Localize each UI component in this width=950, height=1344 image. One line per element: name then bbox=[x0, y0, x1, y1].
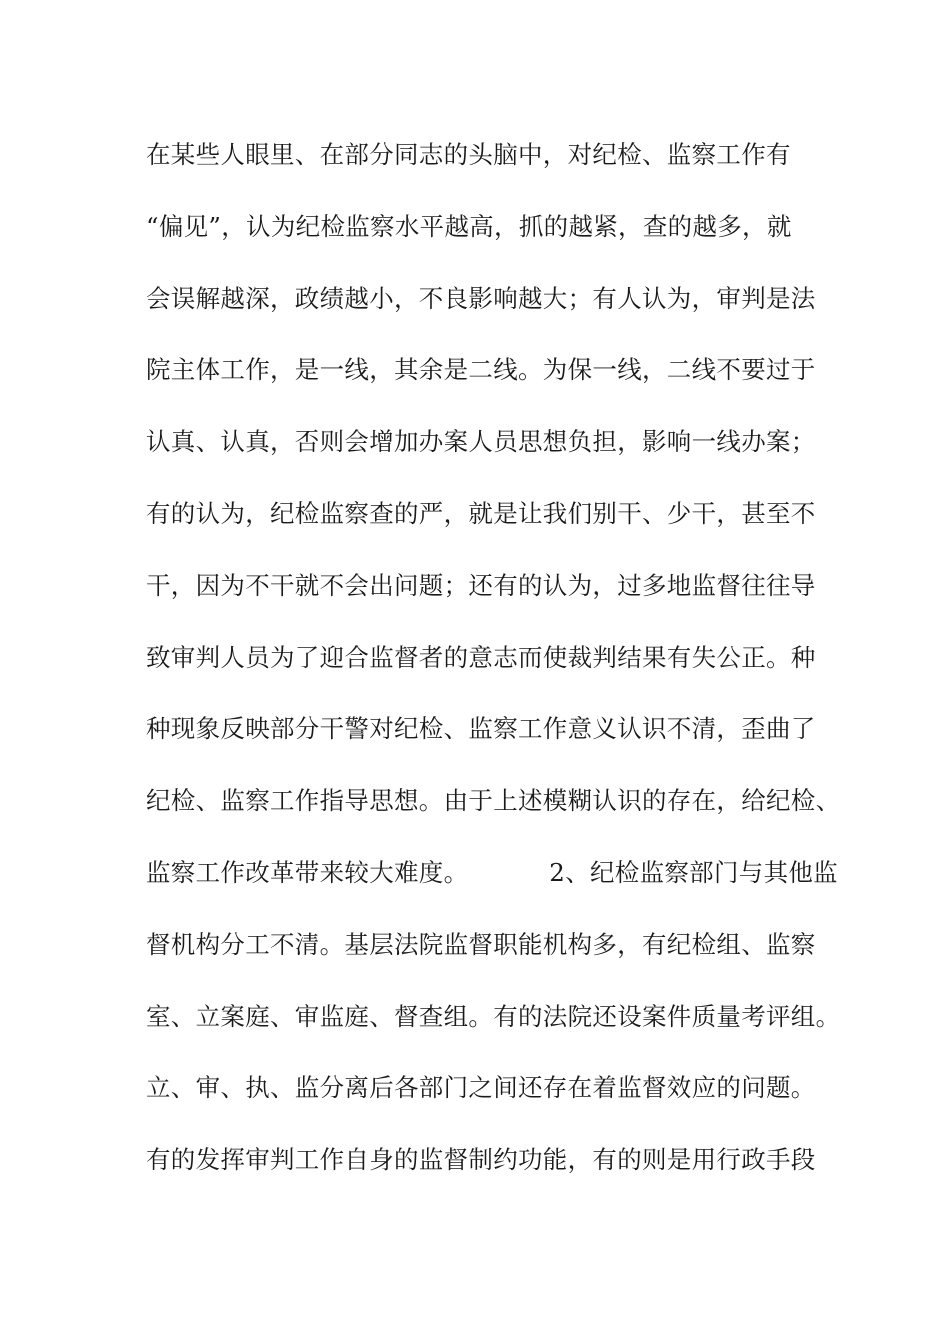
text-line: 干，因为不干就不会出问题；还有的认为，过多地监督往往导 bbox=[146, 570, 816, 600]
text-line: 监察工作改革带来较大难度。 2、纪检监察部门与其他监 bbox=[146, 857, 838, 887]
text-line: 纪检、监察工作指导思想。由于上述模糊认识的存在，给纪检、 bbox=[146, 786, 841, 816]
document-body bbox=[146, 132, 841, 1209]
text-line: 会误解越深，政绩越小，不良影响越大；有人认为，审判是法 bbox=[146, 283, 816, 313]
text-line: 院主体工作，是一线，其余是二线。为保一线，二线不要过于 bbox=[146, 355, 816, 385]
text-line: “偏见”，认为纪检监察水平越高，抓的越紧，查的越多，就 bbox=[146, 211, 792, 241]
text-line: 认真、认真，否则会增加办案人员思想负担，影响一线办案； bbox=[146, 427, 816, 457]
text-line: 致审判人员为了迎合监督者的意志而使裁判结果有失公正。种 bbox=[146, 642, 816, 672]
text-line: 室、立案庭、审监庭、督查组。有的法院还设案件质量考评组。 bbox=[146, 1001, 841, 1031]
text-line: 有的发挥审判工作自身的监督制约功能，有的则是用行政手段 bbox=[146, 1145, 816, 1175]
text-line: 立、审、执、监分离后各部门之间还存在着监督效应的问题。 bbox=[146, 1073, 816, 1103]
text-line: 督机构分工不清。基层法院监督职能机构多，有纪检组、监察 bbox=[146, 929, 816, 959]
text-line: 有的认为，纪检监察查的严，就是让我们别干、少干，甚至不 bbox=[146, 498, 816, 528]
text-line: 在某些人眼里、在部分同志的头脑中，对纪检、监察工作有 bbox=[146, 140, 791, 169]
text-line: 种现象反映部分干警对纪检、监察工作意义认识不清，歪曲了 bbox=[146, 714, 816, 744]
